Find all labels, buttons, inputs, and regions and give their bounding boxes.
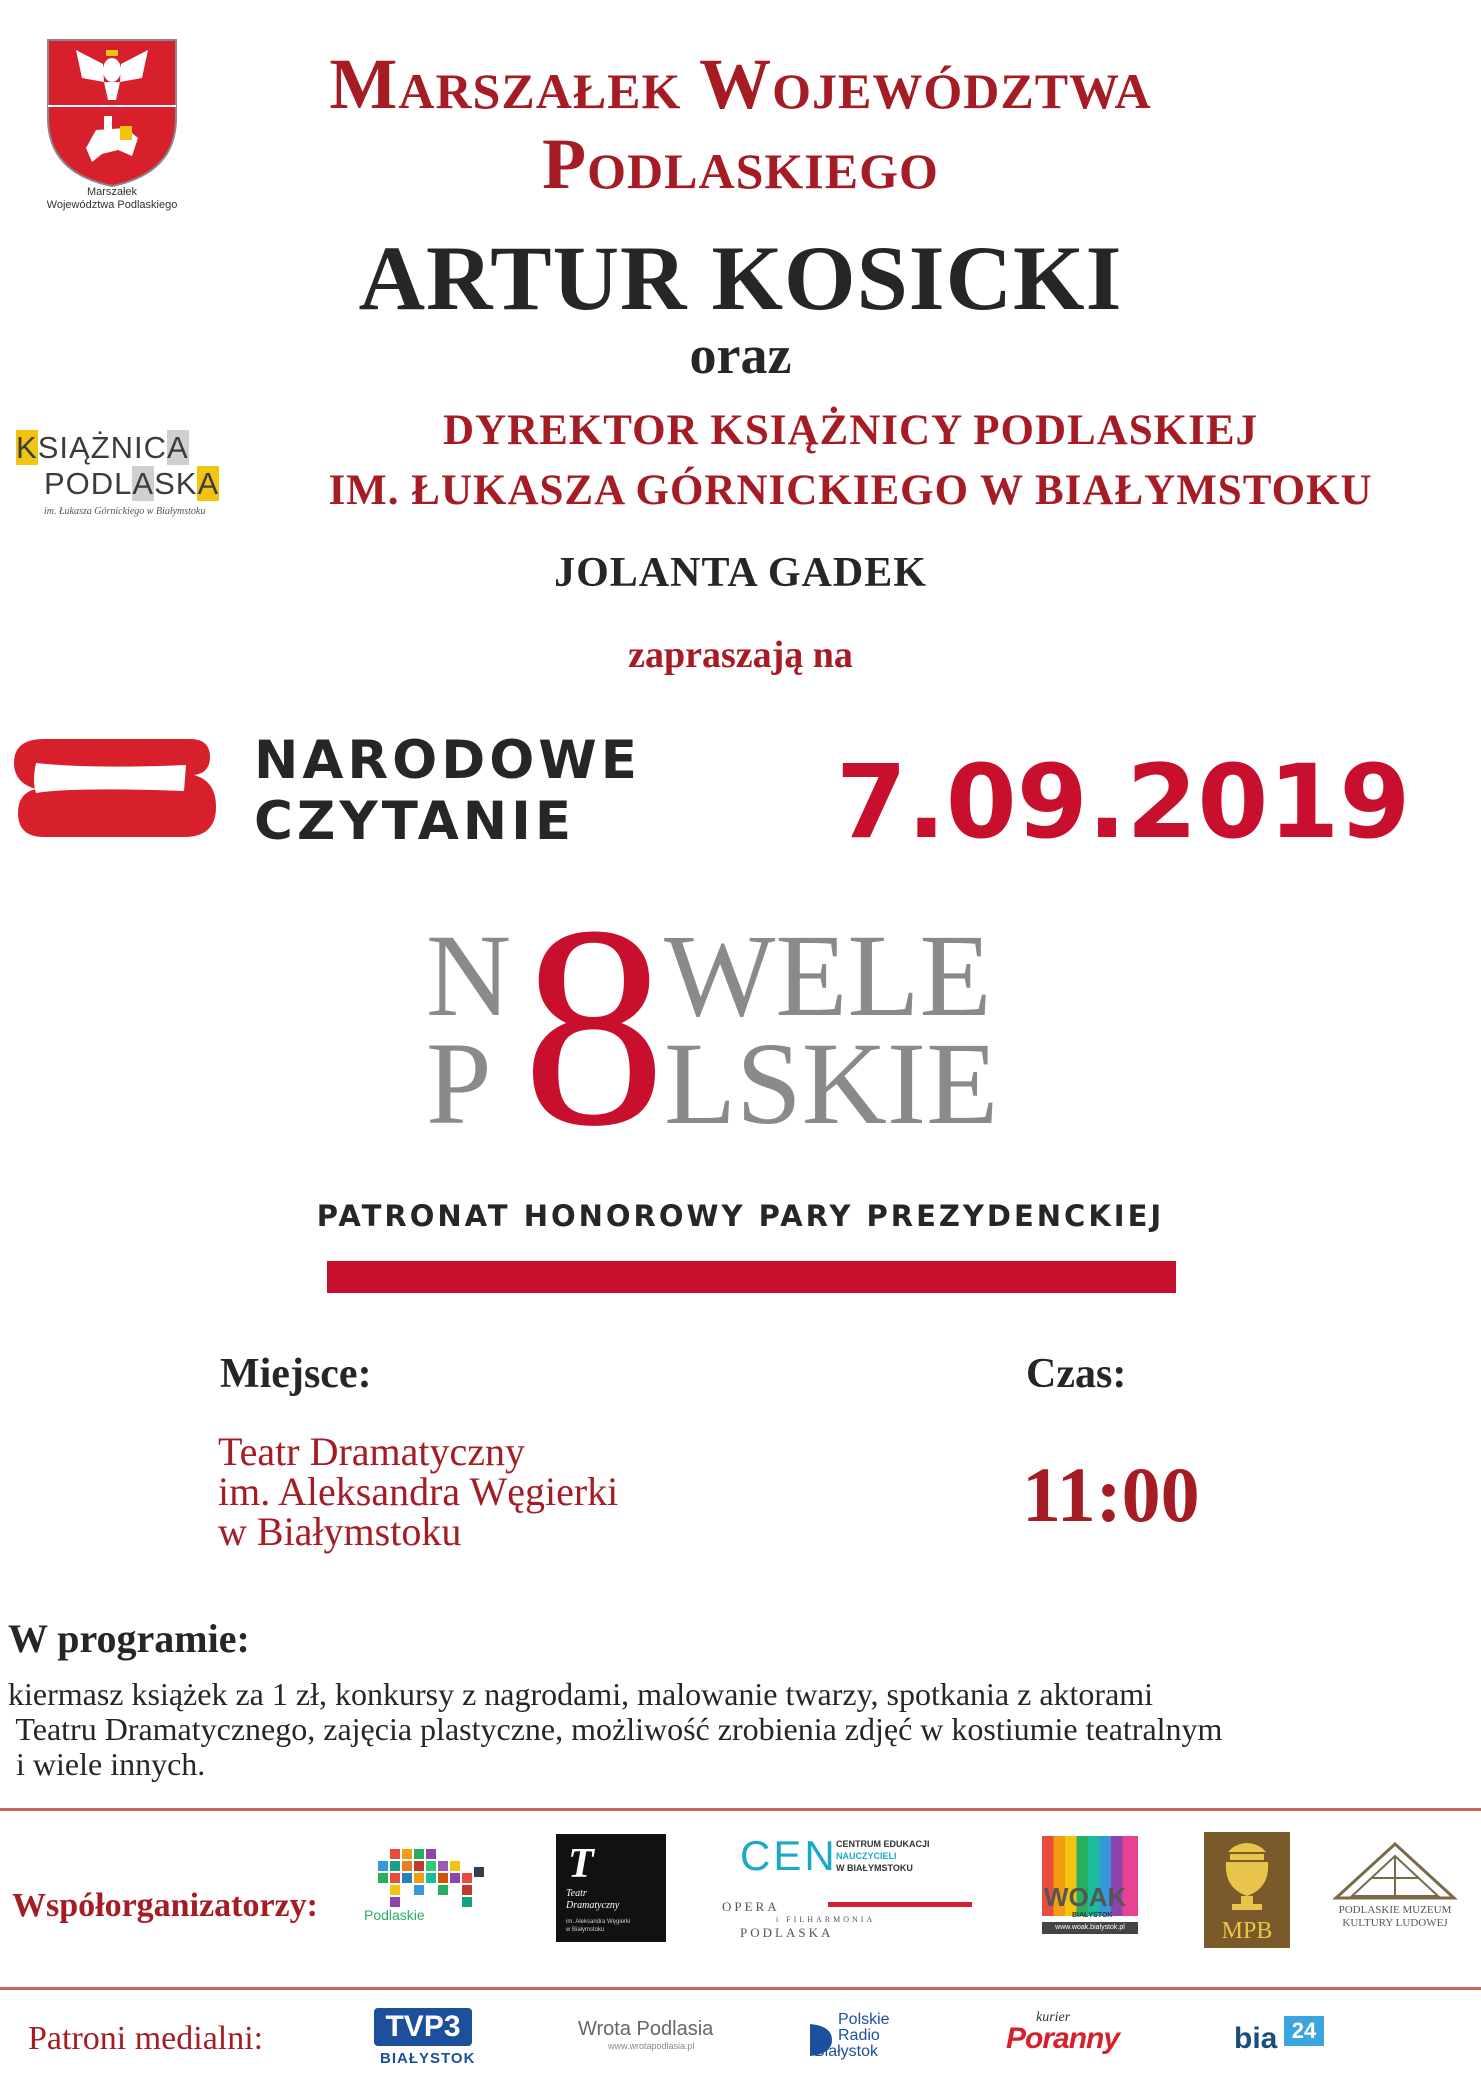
title-line-2: Podlaskiego	[542, 124, 939, 204]
ks-letter: A	[197, 466, 220, 501]
book-title-number: 8	[522, 915, 666, 1145]
event-date: 7.09.2019	[836, 743, 1411, 862]
ks-subtitle: im. Łukasza Górnickiego w Białymstoku	[44, 506, 206, 517]
teatr-dramatyczny-logo[interactable]	[556, 1834, 666, 1942]
program-line-1: kiermasz książek za 1 zł, konkursy z nagrodami, malowanie twarzy, spotkania z aktorami	[8, 1676, 1154, 1712]
opera-text: i FILHARMONIA	[776, 1915, 876, 1924]
ks-letter: A	[166, 430, 189, 465]
cen-mark: CEN	[740, 1832, 838, 1879]
wrota-podlasia-logo[interactable]	[578, 2018, 728, 2064]
program-line-3: i wiele innych.	[8, 1746, 206, 1782]
tvp3-logo[interactable]	[374, 2008, 474, 2070]
radio-text: Białystok	[814, 2043, 879, 2060]
time-label: Czas:	[1026, 1351, 1127, 1397]
wrota-text: Wrota Podlasia	[578, 2018, 714, 2040]
radio-text: Radio	[838, 2027, 880, 2044]
book-icon	[14, 733, 216, 843]
place-line-3: w Białymstoku	[218, 1509, 462, 1554]
wrota-url: www.wrotapodlasia.pl	[608, 2041, 695, 2051]
invite-text: zapraszają na	[628, 634, 853, 676]
ks-letters: SIĄŻNIC	[37, 430, 167, 465]
woak-mark: WOAK	[1044, 1882, 1127, 1912]
media-patrons-label: Patroni medialni:	[28, 2020, 264, 2057]
event-name-line-1: NARODOWE	[254, 730, 641, 791]
radio-text: Polskie	[838, 2011, 890, 2028]
kurier-text: Poranny	[1006, 2022, 1120, 2055]
polskie-radio-logo[interactable]	[806, 2012, 916, 2072]
kurier-small-text: kurier	[1036, 2010, 1071, 2025]
tvp3-text: BIAŁYSTOK	[380, 2050, 476, 2067]
ks-letter: A	[132, 466, 155, 501]
place-label: Miejsce:	[220, 1351, 372, 1397]
director-line-2: IM. ŁUKASZA GÓRNICKIEGO W BIAŁYMSTOKU	[328, 467, 1373, 514]
program-line-2: Teatru Dramatycznego, zajęcia plastyczne, możliwość zrobienia zdjęć w kostiumie teatralnym	[8, 1711, 1223, 1747]
cen-text: W BIAŁYMSTOKU	[836, 1863, 913, 1873]
bia24-logo[interactable]	[1234, 2016, 1334, 2062]
book-title-graphic	[0, 915, 1481, 1145]
time-value: 11:00	[1022, 1451, 1200, 1538]
place-line-1: Teatr Dramatyczny	[218, 1429, 526, 1474]
woak-url: www.woak.bialystok.pl	[1042, 1922, 1138, 1934]
teatr-text: Dramatyczny	[566, 1900, 620, 1911]
mpb-text: MPB	[1221, 1918, 1273, 1944]
director-line-1: DYREKTOR KSIĄŻNICY PODLASKIEJ	[442, 407, 1259, 454]
kurier-poranny-logo[interactable]	[1006, 2010, 1136, 2066]
tvp3-mark: TVP3	[374, 2008, 472, 2046]
woak-logo[interactable]	[1042, 1836, 1138, 1936]
program-label: W programie:	[8, 1616, 250, 1661]
muzeum-text: KULTURY LUDOWEJ	[1342, 1917, 1448, 1929]
coorganizers-label: Współorganizatorzy:	[12, 1887, 318, 1924]
cen-opera-logo[interactable]	[718, 1832, 974, 1942]
event-name-line-2: CZYTANIE	[254, 791, 576, 852]
muzeum-text: PODLASKIE MUZEUM	[1338, 1904, 1452, 1916]
patronage-text: PATRONAT HONOROWY PARY PREZYDENCKIEJ	[316, 1199, 1165, 1233]
ks-letter: K	[16, 430, 38, 465]
book-title-letters: LSKIE	[664, 1018, 999, 1145]
opera-text: OPERA	[722, 1899, 780, 1914]
teatr-text: Teatr	[566, 1888, 587, 1899]
place-line-2: im. Aleksandra Węgierki	[218, 1469, 619, 1514]
conjunction: oraz	[689, 325, 792, 385]
teatr-small-text: im. Aleksandra Węgierki	[566, 1919, 631, 1925]
ks-letters: PODL	[44, 466, 133, 501]
bia-text: bia	[1234, 2022, 1278, 2055]
teatr-small-text: w Białymstoku	[566, 1927, 605, 1933]
name-director: JOLANTA GADEK	[554, 550, 927, 596]
crest-caption-line: Marszałek	[86, 186, 138, 198]
red-divider-bar	[327, 1261, 1176, 1293]
name-marshal: ARTUR KOSICKI	[358, 227, 1123, 329]
title-line-1: Marszałek Województwa	[329, 44, 1152, 124]
woak-text: BIAŁYSTOK	[1072, 1912, 1113, 1919]
ksiaznica-logo	[14, 428, 234, 518]
podlaskie-logo-text: Podlaskie	[364, 1907, 425, 1923]
bia-number: 24	[1284, 2016, 1324, 2046]
book-title-letter: P	[426, 1018, 492, 1145]
crest-caption-line: Województwa Podlaskiego	[46, 199, 178, 211]
book-title-letters: WELE	[664, 915, 992, 1041]
opera-text: PODLASKA	[740, 1925, 834, 1940]
book-title-letter: N	[426, 915, 512, 1041]
cen-text: NAUCZYCIELI	[836, 1851, 897, 1861]
mpb-logo[interactable]	[1204, 1832, 1290, 1948]
podlaskie-logo[interactable]	[360, 1845, 500, 1927]
divider	[0, 1987, 1481, 1990]
cen-text: CENTRUM EDUKACJI	[836, 1839, 930, 1849]
teatr-mark: T	[568, 1841, 594, 1887]
muzeum-logo[interactable]	[1330, 1840, 1460, 1940]
divider	[0, 1808, 1481, 1811]
ks-letters: SK	[154, 466, 198, 501]
